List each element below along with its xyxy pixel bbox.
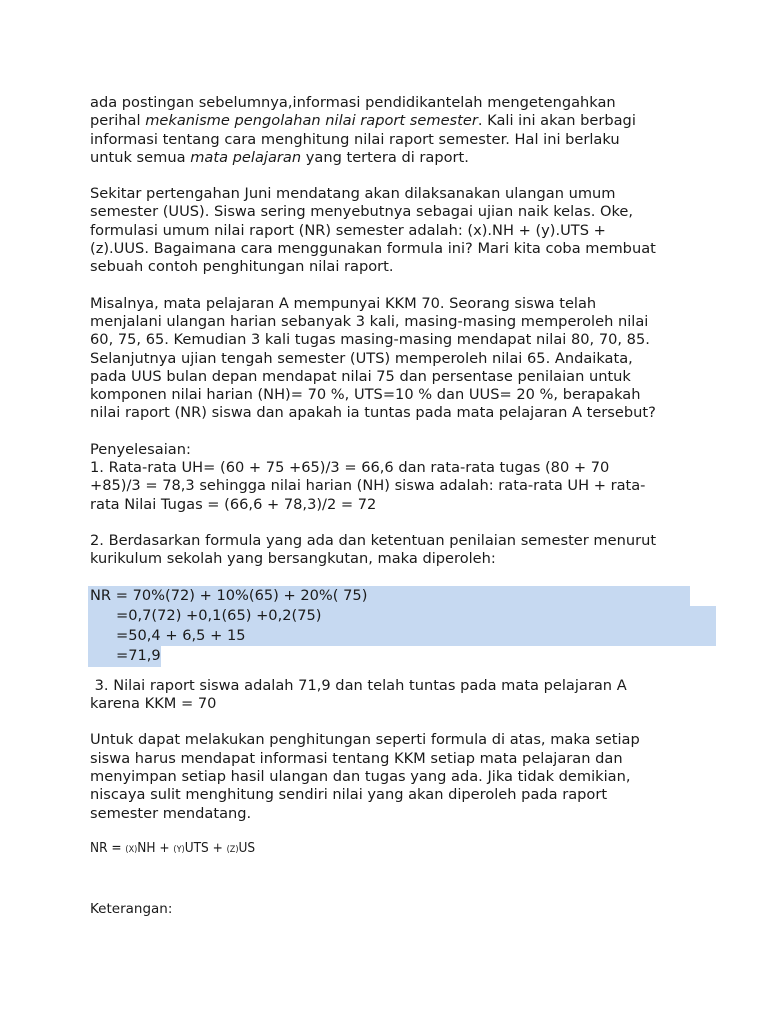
uus-line: semester (UUS). Siswa sering menyebutnya sebagai ujian naik kelas. Oke,	[90, 203, 634, 221]
closing-line: semester mendatang.	[90, 804, 252, 822]
solution-step-3	[90, 677, 690, 714]
general-formula	[90, 839, 690, 859]
closing-line: niscaya sulit menghitung sendiri nilai yang akan diperoleh pada raport	[90, 786, 608, 804]
closing-line: menyimpan setiap hasil ulangan dan tugas yang ada. Jika tidak demikian,	[90, 767, 631, 785]
step2-line: kurikulum sekolah yang bersangkutan, maka diperoleh:	[90, 550, 496, 568]
example-line: 60, 75, 65. Kemudian 3 kali tugas masing-masing mendapat nilai 80, 70, 85.	[90, 331, 650, 349]
calc-line: =50,4 + 6,5 + 15	[88, 626, 716, 646]
calculation-block	[90, 586, 690, 667]
solution-step-2	[90, 532, 690, 569]
paragraph-uus	[90, 185, 690, 276]
step1-line: rata Nilai Tugas = (66,6 + 78,3)/2 = 72	[90, 495, 377, 513]
note-label: Keterangan:	[90, 901, 173, 918]
step2-line: 2. Berdasarkan formula yang ada dan ketentuan penilaian semester menurut	[90, 531, 657, 549]
step1-line: +85)/3 = 78,3 sehingga nilai harian (NH) siswa adalah: rata-rata UH + rata-	[90, 477, 646, 495]
solution-heading: Penyelesaian:	[90, 440, 191, 458]
formula-x: (X)	[125, 844, 138, 855]
step3-line: 3. Nilai raport siswa adalah 71,9 dan telah tuntas pada mata pelajaran A	[90, 676, 627, 694]
calc-line-result-wrap	[90, 646, 690, 666]
calc-line-result: =71,9	[88, 646, 161, 666]
formula-nh: NH +	[137, 839, 174, 856]
italic-term: mata pelajaran	[190, 148, 302, 166]
solution-step-1	[90, 441, 690, 514]
paragraph-intro	[90, 94, 690, 167]
uus-line: formulasi umum nilai raport (NR) semester adalah: (x).NH + (y).UTS +	[90, 221, 606, 239]
document-body	[90, 94, 690, 918]
paragraph-example	[90, 295, 690, 423]
intro-line: perihal mekanisme pengolahan nilai raport semester. Kali ini akan berbagi	[90, 112, 636, 130]
example-line: nilai raport (NR) siswa dan apakah ia tuntas pada mata pelajaran A tersebut?	[90, 404, 656, 422]
formula-us: US	[238, 839, 256, 856]
formula-prefix: NR =	[90, 839, 126, 856]
formula-z: (Z)	[226, 844, 239, 855]
example-line: komponen nilai harian (NH)= 70 %, UTS=10 % dan UUS= 20 %, berapakah	[90, 386, 641, 404]
calc-line: NR = 70%(72) + 10%(65) + 20%( 75)	[88, 586, 690, 606]
calc-line: =0,7(72) +0,1(65) +0,2(75)	[88, 606, 716, 626]
intro-line: ada postingan sebelumnya,informasi pendidikantelah mengetengahkan	[90, 94, 616, 111]
step1-line: 1. Rata-rata UH= (60 + 75 +65)/3 = 66,6 dan rata-rata tugas (80 + 70	[90, 459, 610, 477]
intro-line: informasi tentang cara menghitung nilai raport semester. Hal ini berlaku	[90, 130, 620, 148]
uus-line: Sekitar pertengahan Juni mendatang akan dilaksanakan ulangan umum	[90, 185, 616, 203]
italic-term: mekanisme pengolahan nilai raport semester	[145, 112, 478, 130]
example-line: Misalnya, mata pelajaran A mempunyai KKM 70. Seorang siswa telah	[90, 294, 597, 312]
formula-y: (Y)	[173, 844, 185, 855]
uus-line: (z).UUS. Bagaimana cara menggunakan formula ini? Mari kita coba membuat	[90, 240, 656, 258]
paragraph-closing	[90, 731, 690, 822]
closing-line: Untuk dapat melakukan penghitungan seperti formula di atas, maka setiap	[90, 731, 640, 749]
step3-line: karena KKM = 70	[90, 695, 217, 713]
example-line: pada UUS bulan depan mendapat nilai 75 dan persentase penilaian untuk	[90, 367, 631, 385]
example-line: Selanjutnya ujian tengah semester (UTS) memperoleh nilai 65. Andaikata,	[90, 349, 633, 367]
intro-line: untuk semua mata pelajaran yang tertera di raport.	[90, 148, 469, 166]
formula-uts: UTS +	[184, 839, 227, 856]
example-line: menjalani ulangan harian sebanyak 3 kali, masing-masing memperoleh nilai	[90, 312, 649, 330]
closing-line: siswa harus mendapat informasi tentang KKM setiap mata pelajaran dan	[90, 749, 623, 767]
uus-line: sebuah contoh penghitungan nilai raport.	[90, 258, 394, 276]
